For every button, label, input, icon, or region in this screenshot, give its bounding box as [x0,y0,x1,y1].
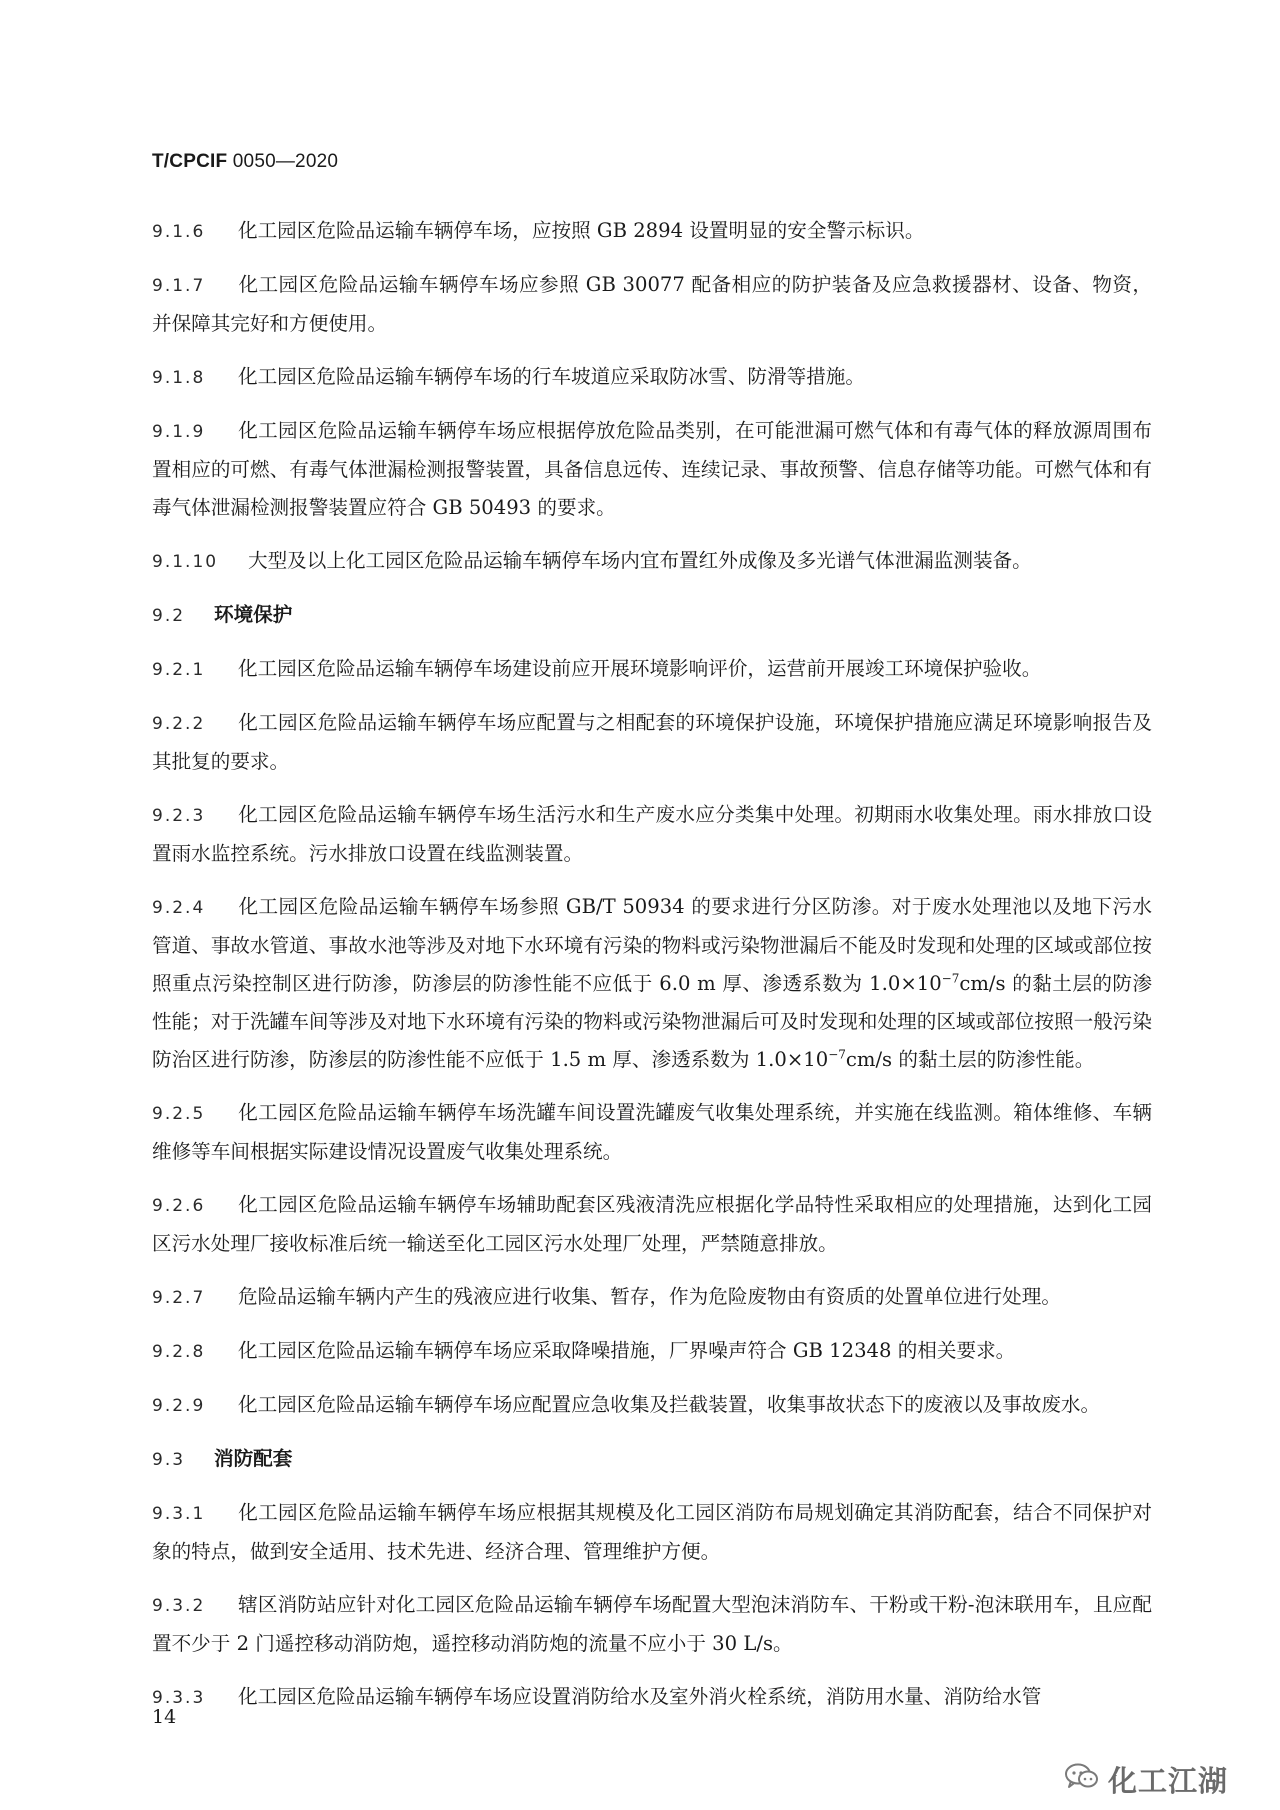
clause-text: 大型及以上化工园区危险品运输车辆停车场内宜布置红外成像及多光谱气体泄漏监测装备。 [248,549,1032,572]
clause-number: 9.2.6 [152,1196,206,1216]
clause-number: 9.2.8 [152,1342,206,1362]
clause-number: 9.3.3 [152,1688,206,1708]
clause-text: 化工园区危险品运输车辆停车场辅助配套区残液清洗应根据化学品特性采取相应的处理措施，达到化工园区污水处理厂接收标准后统一输送至化工园区污水处理厂处理，严禁随意排放。 [152,1193,1152,1255]
clause-text-part-3: cm/s 的黏土层的防渗性能。 [845,1048,1095,1071]
clause-number: 9.1.10 [152,552,219,572]
clause-9-3-1 [152,1494,1152,1571]
clause-9-1-10 [152,542,1152,581]
clause-number: 9.2.3 [152,806,206,826]
clause-text: 化工园区危险品运输车辆停车场应参照 GB 30077 配备相应的防护装备及应急救援器材、设备、物资，并保障其完好和方便使用。 [152,273,1152,335]
standard-prefix: T/CPCIF [152,151,228,172]
watermark-text: 化工江湖 [1108,1763,1229,1798]
clause-text: 化工园区危险品运输车辆停车场应根据其规模及化工园区消防布局规划确定其消防配套，结合不同保护对象的特点，做到安全适用、技术先进、经济合理、管理维护方便。 [152,1501,1152,1563]
clause-9-2-4 [152,888,1152,1079]
clause-number: 9.1.6 [152,222,206,242]
standard-number: 0050—2020 [232,151,339,172]
clause-number: 9.2.5 [152,1104,206,1124]
wechat-bubble-icon [1064,1762,1100,1796]
watermark [1064,1757,1270,1801]
clause-text: 危险品运输车辆内产生的残液应进行收集、暂存，作为危险废物由有资质的处置单位进行处理。 [238,1285,1061,1308]
document-body [152,212,1152,1732]
clause-text: 化工园区危险品运输车辆停车场应配置应急收集及拦截装置，收集事故状态下的废液以及事故废水。 [238,1393,1101,1416]
clause-number: 9.2.4 [152,898,206,918]
clause-number: 9.1.7 [152,276,206,296]
section-number: 9.3 [152,1450,186,1470]
clause-9-1-7 [152,266,1152,343]
exponent: −7 [941,971,960,986]
clause-9-2-7 [152,1278,1152,1317]
clause-text: 化工园区危险品运输车辆停车场洗罐车间设置洗罐废气收集处理系统，并实施在线监测。箱体维修、车辆维修等车间根据实际建设情况设置废气收集处理系统。 [152,1101,1152,1163]
clause-9-1-8 [152,358,1152,397]
page-number: 14 [152,1706,177,1728]
clause-text: 化工园区危险品运输车辆停车场建设前应开展环境影响评价，运营前开展竣工环境保护验收。 [238,657,1042,680]
clause-9-2-2 [152,704,1152,781]
clause-9-2-8 [152,1332,1152,1371]
clause-number: 9.1.9 [152,422,206,442]
clause-text: 化工园区危险品运输车辆停车场的行车坡道应采取防冰雪、防滑等措施。 [238,365,865,388]
clause-9-1-6 [152,212,1152,251]
standard-identifier [152,151,338,173]
clause-number: 9.3.1 [152,1504,206,1524]
clause-text: 化工园区危险品运输车辆停车场应配置与之相配套的环境保护设施，环境保护措施应满足环境影响报告及其批复的要求。 [152,711,1152,773]
clause-text: 化工园区危险品运输车辆停车场应根据停放危险品类别，在可能泄漏可燃气体和有毒气体的释放源周围布置相应的可燃、有毒气体泄漏检测报警装置，具备信息远传、连续记录、事故预警、信息存储等功能。可燃气体和有毒气体泄漏检测报警装置应符合 GB 50493 的要求。 [152,419,1152,519]
clause-number: 9.2.7 [152,1288,206,1308]
clause-number: 9.1.8 [152,368,206,388]
clause-text: 化工园区危险品运输车辆停车场应设置消防给水及室外消火栓系统，消防用水量、消防给水管 [238,1685,1042,1708]
clause-9-2-6 [152,1186,1152,1263]
clause-9-2-5 [152,1094,1152,1171]
clause-number: 9.2.1 [152,660,206,680]
clause-text: 辖区消防站应针对化工园区危险品运输车辆停车场配置大型泡沫消防车、干粉或干粉-泡沫联用车，且应配置不少于 2 门遥控移动消防炮，遥控移动消防炮的流量不应小于 30 L/s。 [152,1593,1152,1655]
clause-9-2-1 [152,650,1152,689]
clause-text: 化工园区危险品运输车辆停车场生活污水和生产废水应分类集中处理。初期雨水收集处理。雨水排放口设置雨水监控系统。污水排放口设置在线监测装置。 [152,803,1152,865]
clause-9-1-9 [152,412,1152,527]
section-heading-9-2 [152,596,1152,635]
clause-9-2-3 [152,796,1152,873]
clause-number: 9.3.2 [152,1596,206,1616]
section-title: 环境保护 [214,603,293,626]
clause-9-3-2 [152,1586,1152,1663]
clause-number: 9.2.2 [152,714,206,734]
clause-text: 化工园区危险品运输车辆停车场，应按照 GB 2894 设置明显的安全警示标识。 [238,219,925,242]
clause-text-part-1: 化工园区危险品运输车辆停车场参照 GB/T 50934 的要求进行分区防渗。对于废水处理池以及地下污水管道、事故水管道、事故水池等涉及对地下水环境有污染的物料或污染物泄漏后不能及时发现和处理的区域或部位按照重点污染控制区进行防渗，防渗层的防渗性能不应低于 6.0 m 厚、渗透系数为 1.0×10 [152,895,1152,995]
section-heading-9-3 [152,1440,1152,1479]
clause-9-2-9 [152,1386,1152,1425]
exponent: −7 [828,1047,846,1062]
clause-text-part-2: cm/s 的黏土层的防渗性能；对于洗罐车间等涉及对地下水环境有污染的物料或污染物泄漏后可及时发现和处理的区域或部位按照一般污染防治区进行防渗，防渗层的防渗性能不应低于 1.5 m 厚、渗透系数为 1.0×10 [152,972,1152,1071]
clause-number: 9.2.9 [152,1396,206,1416]
section-title: 消防配套 [214,1447,293,1470]
clause-text: 化工园区危险品运输车辆停车场应采取降噪措施，厂界噪声符合 GB 12348 的相关要求。 [238,1339,1016,1362]
clause-9-3-3 [152,1678,1152,1717]
section-number: 9.2 [152,606,186,626]
